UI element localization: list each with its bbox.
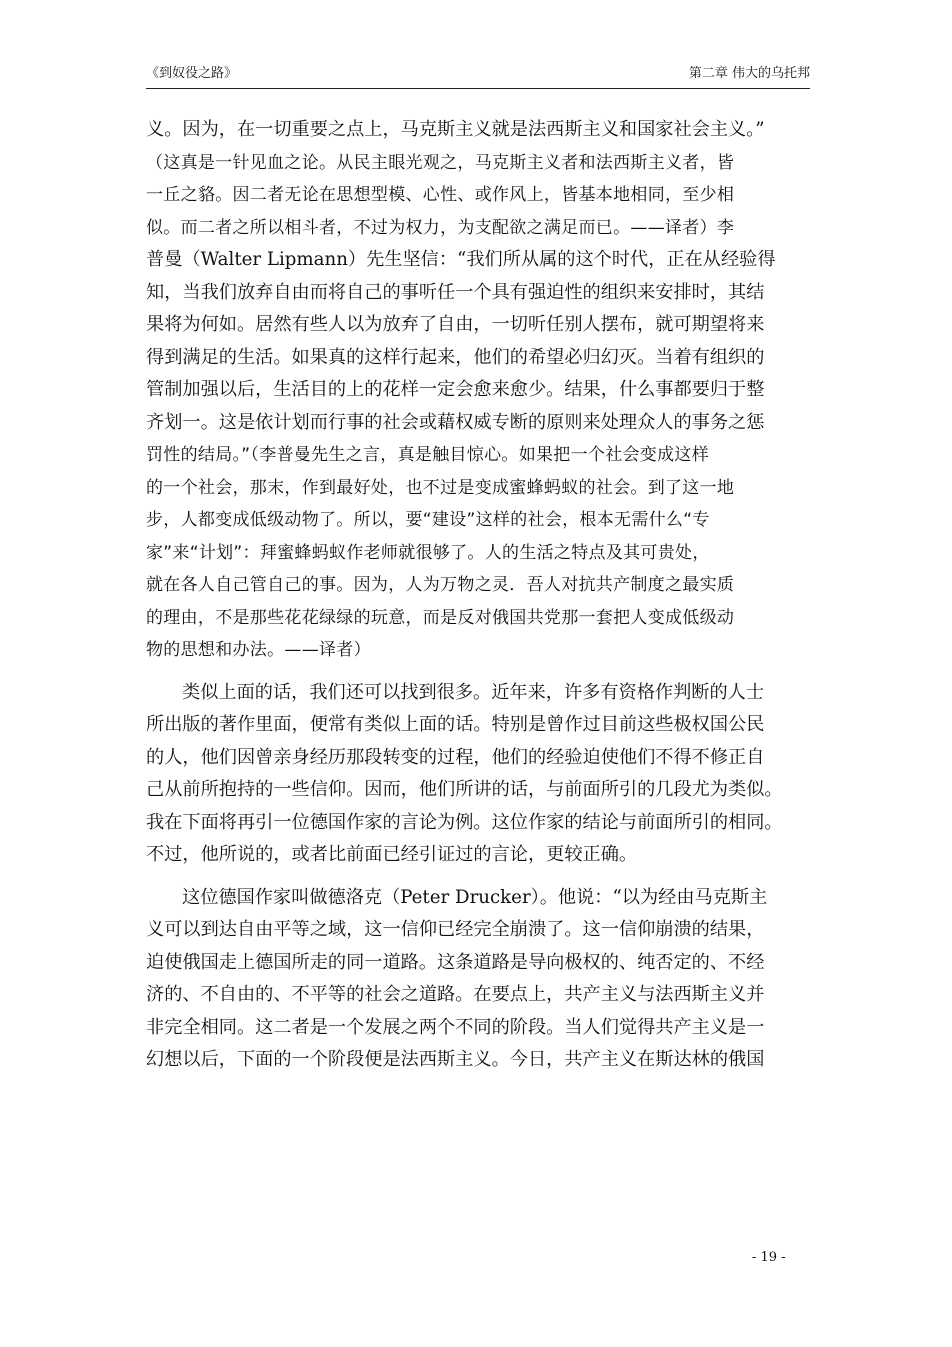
translator-note-line: 的理由，不是那些花花绿绿的玩意，而是反对俄国共党那一套把人变成低级动 — [146, 607, 735, 628]
chapter-title: 第二章 伟大的乌托邦 — [688, 66, 810, 81]
translator-note-line: 的一个社会，那末，作到最好处，也不过是变成蜜蜂蚂蚁的社会。到了这一地 — [146, 477, 735, 498]
translator-note-line: 就在各人自己管自己的事。因为，人为万物之灵．吾人对抗共产制度之最实质 — [146, 575, 735, 595]
text-line: 果将为何如。居然有些人以为放弃了自由，一切听任别人摆布，就可期望将来 — [146, 314, 765, 335]
paragraph-gap — [146, 872, 810, 882]
text-line: 济的、不自由的、不平等的社会之道路。在要点上，共产主义与法西斯主义并 — [146, 984, 765, 1005]
text-line: 管制加强以后，生活目的上的花样一定会愈来愈少。结果，什么事都要归于整 — [146, 379, 765, 400]
text-line: 的人，他们因曾亲身经历那段转变的过程，他们的经验迫使他们不得不修正自 — [146, 746, 765, 768]
text-line: 不过，他所说的，或者比前面已经引证过的言论，更较正确。 — [146, 844, 638, 865]
paragraph-gap — [146, 667, 810, 677]
paragraph — [146, 677, 810, 872]
text-line: 普曼（Walter Lipmann）先生坚信：“我们所从属的这个时代，正在从经验得 — [146, 249, 776, 270]
text-line: 幻想以后，下面的一个阶段便是法西斯主义。今日，共产主义在斯达林的俄国 — [146, 1049, 765, 1070]
translator-note-line: 物的思想和办法。——译者） — [146, 640, 371, 660]
body-text — [146, 114, 810, 1077]
translator-note-line: 罚性的结局。”（李普曼先生之言，真是触目惊心。如果把一个社会变成这样 — [146, 445, 710, 465]
paragraph — [146, 114, 810, 667]
translator-note-line: 步，人都变成低级动物了。所以，要“建设”这样的社会，根本无需什么“专 — [146, 510, 710, 530]
text-line: 己从前所抱持的一些信仰。因而，他们所讲的话，与前面所引的几段尤为类似。 — [146, 779, 783, 800]
text-line: 我在下面将再引一位德国作家的言论为例。这位作家的结论与前面所引的相同。 — [146, 811, 783, 833]
text-line: 知，当我们放弃自由而将自己的事听任一个具有强迫性的组织来安排时，其结 — [146, 281, 765, 303]
translator-note-line: 家”来“计划”：拜蜜蜂蚂蚁作老师就很够了。人的生活之特点及其可贵处， — [146, 542, 710, 563]
translator-note-line: 似。而二者之所以相斗者，不过为权力，为支配欲之满足而已。——译者）李 — [146, 217, 735, 238]
translator-note-line: 一丘之貉。因二者无论在思想型模、心性、或作风上，皆基本地相同，至少相 — [146, 185, 735, 205]
page-number: - 19 - — [752, 1250, 786, 1265]
paragraph — [146, 882, 810, 1077]
book-title: 《到奴役之路》 — [146, 66, 238, 81]
text-line: 类似上面的话，我们还可以找到很多。近年来，许多有资格作判断的人士 — [182, 681, 765, 703]
translator-note-line: （这真是一针见血之论。从民主眼光观之，马克斯主义者和法西斯主义者，皆 — [146, 152, 735, 173]
text-line: 非完全相同。这二者是一个发展之两个不同的阶段。当人们觉得共产主义是一 — [146, 1016, 765, 1038]
text-line: 所出版的著作里面，便常有类似上面的话。特别是曾作过目前这些极权国公民 — [146, 714, 765, 735]
running-header — [146, 64, 810, 89]
text-line: 这位德国作家叫做德洛克（Peter Drucker）。他说：“以为经由马克斯主 — [182, 886, 768, 908]
text-line: 义。因为，在一切重要之点上，马克斯主义就是法西斯主义和国家社会主义。” — [146, 119, 765, 140]
text-line: 得到满足的生活。如果真的这样行起来，他们的希望必归幻灭。当着有组织的 — [146, 346, 765, 368]
text-line: 义可以到达自由平等之域，这一信仰已经完全崩溃了。这一信仰崩溃的结果， — [146, 919, 765, 940]
text-line: 齐划一。这是依计划而行事的社会或藉权威专断的原则来处理众人的事务之惩 — [146, 411, 765, 433]
text-line: 迫使俄国走上德国所走的同一道路。这条道路是导向极权的、纯否定的、不经 — [146, 951, 765, 973]
